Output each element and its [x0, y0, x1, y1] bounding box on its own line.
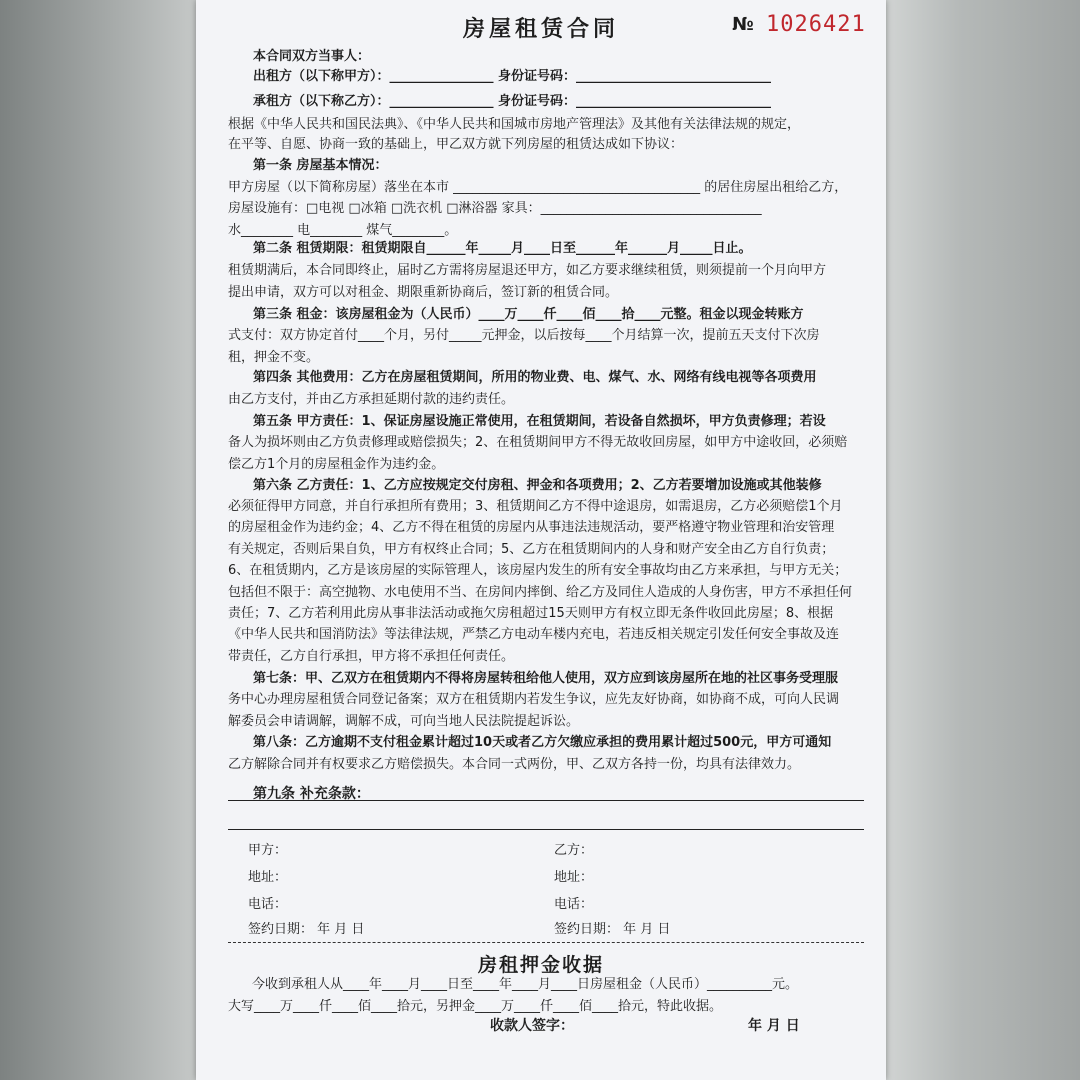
contract-line: 第八条：乙方逾期不支付租金累计超过10天或者乙方欠缴应承担的费用累计超过500元，甲方可通知	[253, 735, 832, 750]
contract-line: 《中华人民共和国消防法》等法律法规，严禁乙方电动车楼内充电，若违反相关规定引发任何安全事故及连	[228, 627, 840, 642]
contract-line: 6、在租赁期内，乙方是该房屋的实际管理人，该房屋内发生的所有安全事故均由乙方来承担，与甲方无关；	[228, 563, 848, 578]
contract-line: 务中心办理房屋租赁合同登记备案；双方在租赁期内若发生争议，应先友好协商，如协商不成，可向人民调	[228, 692, 840, 707]
contract-line: 第五条 甲方责任：1、保证房屋设施正常使用，在租赁期间，若设备自然损坏，甲方负责修理；若设	[253, 414, 826, 429]
contract-line: 甲方房屋（以下简称房屋）落坐在本市 ______________________________________ 的居住房屋出租给乙方，	[228, 180, 848, 195]
contract-title: 房屋租赁合同	[462, 17, 619, 42]
receipt-signature-date: 年 月 日	[748, 1018, 800, 1034]
contract-line: 第七条：甲、乙双方在租赁期内不得将房屋转租给他人使用，双方应到该房屋所在地的社区事务受理服	[253, 671, 839, 686]
contract-line: 第三条 租金：该房屋租金为（人民币）____万____仟____佰____拾____元整。租金以现金转账方	[253, 307, 804, 322]
sign-date-b: 签约日期： 年 月 日	[554, 922, 671, 937]
sign-address-a: 地址：	[248, 870, 288, 885]
contract-line: 第二条 租赁期限：租赁期限自______年_____月____日至______年______月_____日止。	[253, 241, 752, 256]
contract-line: 第四条 其他费用：乙方在房屋租赁期间，所用的物业费、电、煤气、水、网络有线电视等各项费用	[253, 370, 817, 385]
contract-sheet	[196, 0, 886, 1080]
receipt-signature-label: 收款人签字：	[490, 1018, 574, 1034]
receipt-title: 房租押金收据	[477, 954, 604, 976]
sign-party-a: 甲方：	[248, 843, 288, 858]
contract-line: 在平等、自愿、协商一致的基础上，甲乙双方就下列房屋的租赁达成如下协议：	[228, 137, 684, 152]
contract-line: 租，押金不变。	[228, 350, 320, 365]
receipt-line-2: 大写____万____仟____佰____拾元，另押金____万____仟____佰____拾元，特此收据。	[228, 999, 723, 1014]
contract-line: 出租方（以下称甲方）：________________ 身份证号码：______________________________	[253, 69, 772, 84]
contract-line: 包括但不限于：高空抛物、水电使用不当、在房间内摔倒、给乙方及同住人造成的人身伤害，甲方不承担任何	[228, 585, 853, 600]
contract-line: 式支付：双方协定首付____个月，另付_____元押金，以后按每____个月结算一次，提前五天支付下次房	[228, 328, 820, 343]
contract-line: 偿乙方1个月的房屋租金作为违约金。	[228, 457, 445, 472]
supplement-line-1	[228, 800, 864, 801]
contract-line: 水________ 电________ 煤气________。	[228, 223, 458, 238]
contract-line: 备人为损坏则由乙方负责修理或赔偿损失；2、在租赁期间甲方不得无故收回房屋，如甲方中途收回，必须赔	[228, 435, 848, 450]
serial-number: 1026421	[766, 12, 866, 37]
sign-party-b: 乙方：	[554, 843, 594, 858]
contract-line: 由乙方支付，并由乙方承担延期付款的违约责任。	[228, 392, 515, 407]
contract-line: 乙方解除合同并有权要求乙方赔偿损失。本合同一式两份，甲、乙双方各持一份，均具有法律效力。	[228, 757, 801, 772]
contract-line: 房屋设施有：□电视 □冰箱 □洗衣机 □淋浴器 家具：__________________________________	[228, 201, 762, 216]
supplement-line-2	[228, 829, 864, 830]
contract-line: 带责任，乙方自行承担，甲方将不承担任何责任。	[228, 649, 515, 664]
background-right	[880, 0, 1080, 1080]
sign-address-b: 地址：	[554, 870, 594, 885]
sign-date-a: 签约日期： 年 月 日	[248, 922, 365, 937]
contract-line: 本合同双方当事人：	[253, 49, 371, 64]
contract-line: 的房屋租金作为违约金；4、乙方不得在租赁的房屋内从事违法违规活动，要严格遵守物业管理和治安管理	[228, 520, 835, 535]
contract-line: 第一条 房屋基本情况：	[253, 158, 388, 173]
contract-line: 解委员会申请调解，调解不成，可向当地人民法院提起诉讼。	[228, 714, 580, 729]
tear-line	[228, 942, 864, 943]
contract-line: 第九条 补充条款：	[253, 786, 370, 802]
sign-phone-a: 电话：	[248, 897, 288, 912]
contract-line: 根据《中华人民共和国民法典》、《中华人民共和国城市房地产管理法》及其他有关法律法规的规定，	[228, 117, 801, 132]
contract-line: 有关规定，否则后果自负，甲方有权终止合同；5、乙方在租赁期间内的人身和财产安全由乙方自行负责；	[228, 542, 835, 557]
contract-line: 必须征得甲方同意，并自行承担所有费用；3、租赁期间乙方不得中途退房，如需退房，乙方必须赔偿1个月	[228, 499, 843, 514]
serial-label: №	[732, 14, 754, 35]
contract-line: 租赁期满后，本合同即终止，届时乙方需将房屋退还甲方，如乙方要求继续租赁，则须提前一个月向甲方	[228, 263, 827, 278]
background-left	[0, 0, 200, 1080]
contract-line: 提出申请，双方可以对租金、期限重新协商后，签订新的租赁合同。	[228, 285, 619, 300]
contract-line: 第六条 乙方责任：1、乙方应按规定交付房租、押金和各项费用；2、乙方若要增加设施或其他装修	[253, 478, 822, 493]
contract-line: 责任；7、乙方若利用此房从事非法活动或拖欠房租超过15天则甲方有权立即无条件收回此房屋；8、根据	[228, 606, 834, 621]
sign-phone-b: 电话：	[554, 897, 594, 912]
receipt-line-1: 今收到承租人从____年____月____日至____年____月____日房屋租金（人民币）__________元。	[252, 977, 799, 992]
contract-line: 承租方（以下称乙方）：________________ 身份证号码：______________________________	[253, 94, 772, 109]
